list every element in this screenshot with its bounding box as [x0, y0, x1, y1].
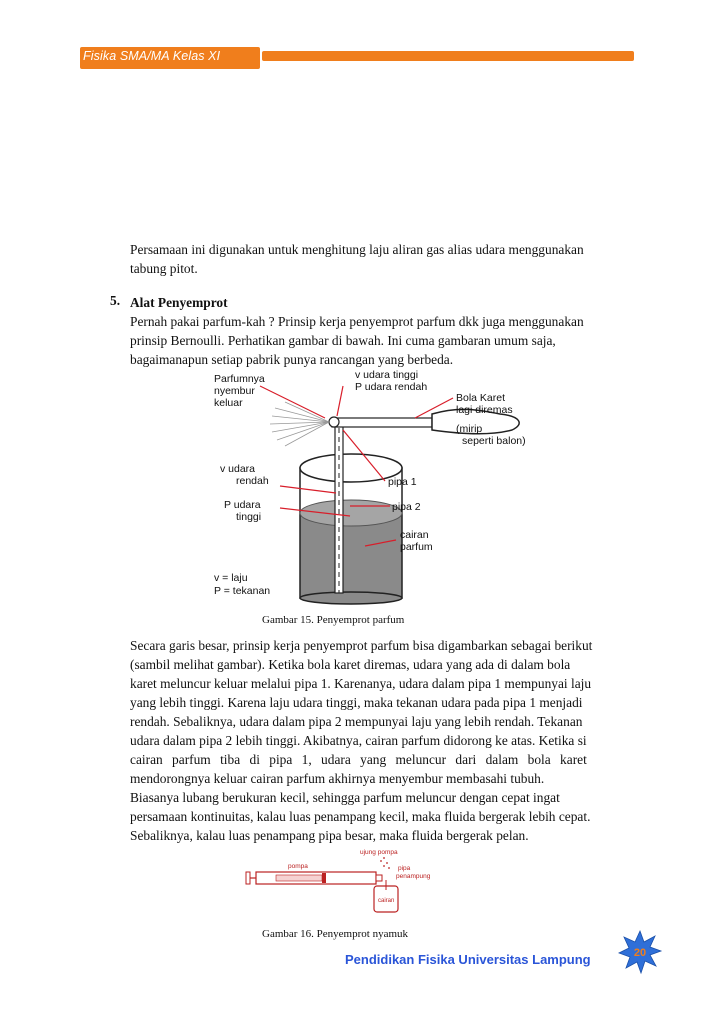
label-bola-4: seperti balon): [462, 435, 526, 447]
para2-line: Sebaliknya, kalau luas penampang pipa besar, maka fluida bergerak pelan.: [130, 828, 529, 843]
pipe: [332, 418, 432, 427]
figure2-caption: Gambar 16. Penyemprot nyamuk: [262, 928, 409, 940]
label-legend-1: v = laju: [214, 572, 248, 584]
para2-line: persamaan kontinuitas, kalau luas penampang kecil, maka fluida bergerak lebih cepat.: [130, 809, 591, 824]
label-parfum-1: Parfumnya: [214, 373, 265, 385]
label-pipa: pipa: [398, 865, 411, 872]
para2-line: cairan parfum tiba di pipa 1, udara yang meluncur dari dalam bola karet: [130, 752, 587, 767]
label-penampung: penampung: [396, 873, 431, 880]
para2-line: Biasanya lubang berukuran kecil, sehingga parfum meluncur dengan cepat ingat: [130, 790, 560, 805]
label-cairan-2: parfum: [400, 541, 433, 553]
label-pipa-1: pipa 1: [388, 476, 417, 488]
section-number: 5.: [110, 293, 121, 308]
intro-line-2: tabung pitot.: [130, 261, 198, 276]
para2-line: yang lebih tinggi. Karena laju udara tinggi, maka tekanan udara pada pipa 1 menjadi: [130, 695, 583, 710]
para2-line: mendorongnya keluar cairan parfum akhirnya menyembur membasahi tubuh.: [130, 771, 545, 786]
label-vtop-2: P udara rendah: [355, 381, 428, 393]
label-parfum-3: keluar: [214, 397, 243, 409]
section-title: Alat Penyemprot: [130, 295, 228, 310]
label-pleft-2: tinggi: [236, 511, 262, 523]
label-vleft-2: rendah: [236, 475, 269, 487]
label-vleft-1: v udara: [220, 463, 256, 475]
intro-line-1: Persamaan ini digunakan untuk menghitung laju aliran gas alias udara menggunakan: [130, 242, 584, 257]
label-vtop-1: v udara tinggi: [355, 369, 419, 381]
page-number: 20: [633, 947, 647, 959]
section-para-line: prinsip Bernoulli. Perhatikan gambar di bawah. Ini cuma gambaran umum saja,: [130, 333, 556, 348]
perfume-sprayer-figure: [200, 368, 545, 603]
label-pipa-2: pipa 2: [392, 501, 421, 513]
para2-line: Secara garis besar, prinsip kerja penyemprot parfum bisa digambarkan sebagai berikut: [130, 638, 593, 653]
figure1-caption: Gambar 15. Penyemprot parfum: [262, 614, 405, 626]
section-para-line: bagaimanapun setiap pabrik punya rancangan yang berbeda.: [130, 352, 454, 367]
label-bola-1: Bola Karet: [456, 392, 506, 404]
label-ujung: ujung pompa: [360, 849, 398, 856]
para2-line: udara dalam pipa 2 lebih tinggi. Akibatnya, cairan parfum didorong ke atas. Ketika si: [130, 733, 587, 748]
label-cairan: cairan: [378, 898, 395, 904]
label-bola-3: (mirip: [456, 423, 483, 435]
header-title: Fisika SMA/MA Kelas XI: [83, 49, 221, 63]
para2-line: rendah. Sebaliknya, udara dalam pipa 2 mempunyai laju yang lebih rendah. Tekanan: [130, 714, 583, 729]
header-bar: [262, 51, 634, 61]
para2-line: (sambil melihat gambar). Ketika bola karet diremas, udara yang ada di dalam bola: [130, 657, 571, 672]
mosquito-sprayer-figure: [248, 846, 431, 916]
para2-line: karet meluncur keluar melalui pipa 1. Karenanya, udara dalam pipa 1 mempunyai laju: [130, 676, 592, 691]
label-cairan-1: cairan: [400, 529, 429, 541]
label-bola-2: lagi diremas: [456, 404, 513, 416]
label-pompa: pompa: [288, 863, 308, 870]
label-legend-2: P = tekanan: [214, 585, 271, 597]
label-parfum-2: nyembur: [214, 385, 255, 397]
footer-text: Pendidikan Fisika Universitas Lampung: [345, 952, 591, 967]
section-para-line: Pernah pakai parfum-kah ? Prinsip kerja penyemprot parfum dkk juga menggunakan: [130, 314, 584, 329]
label-pleft-1: P udara: [224, 499, 261, 511]
page-number-badge: [618, 930, 662, 974]
